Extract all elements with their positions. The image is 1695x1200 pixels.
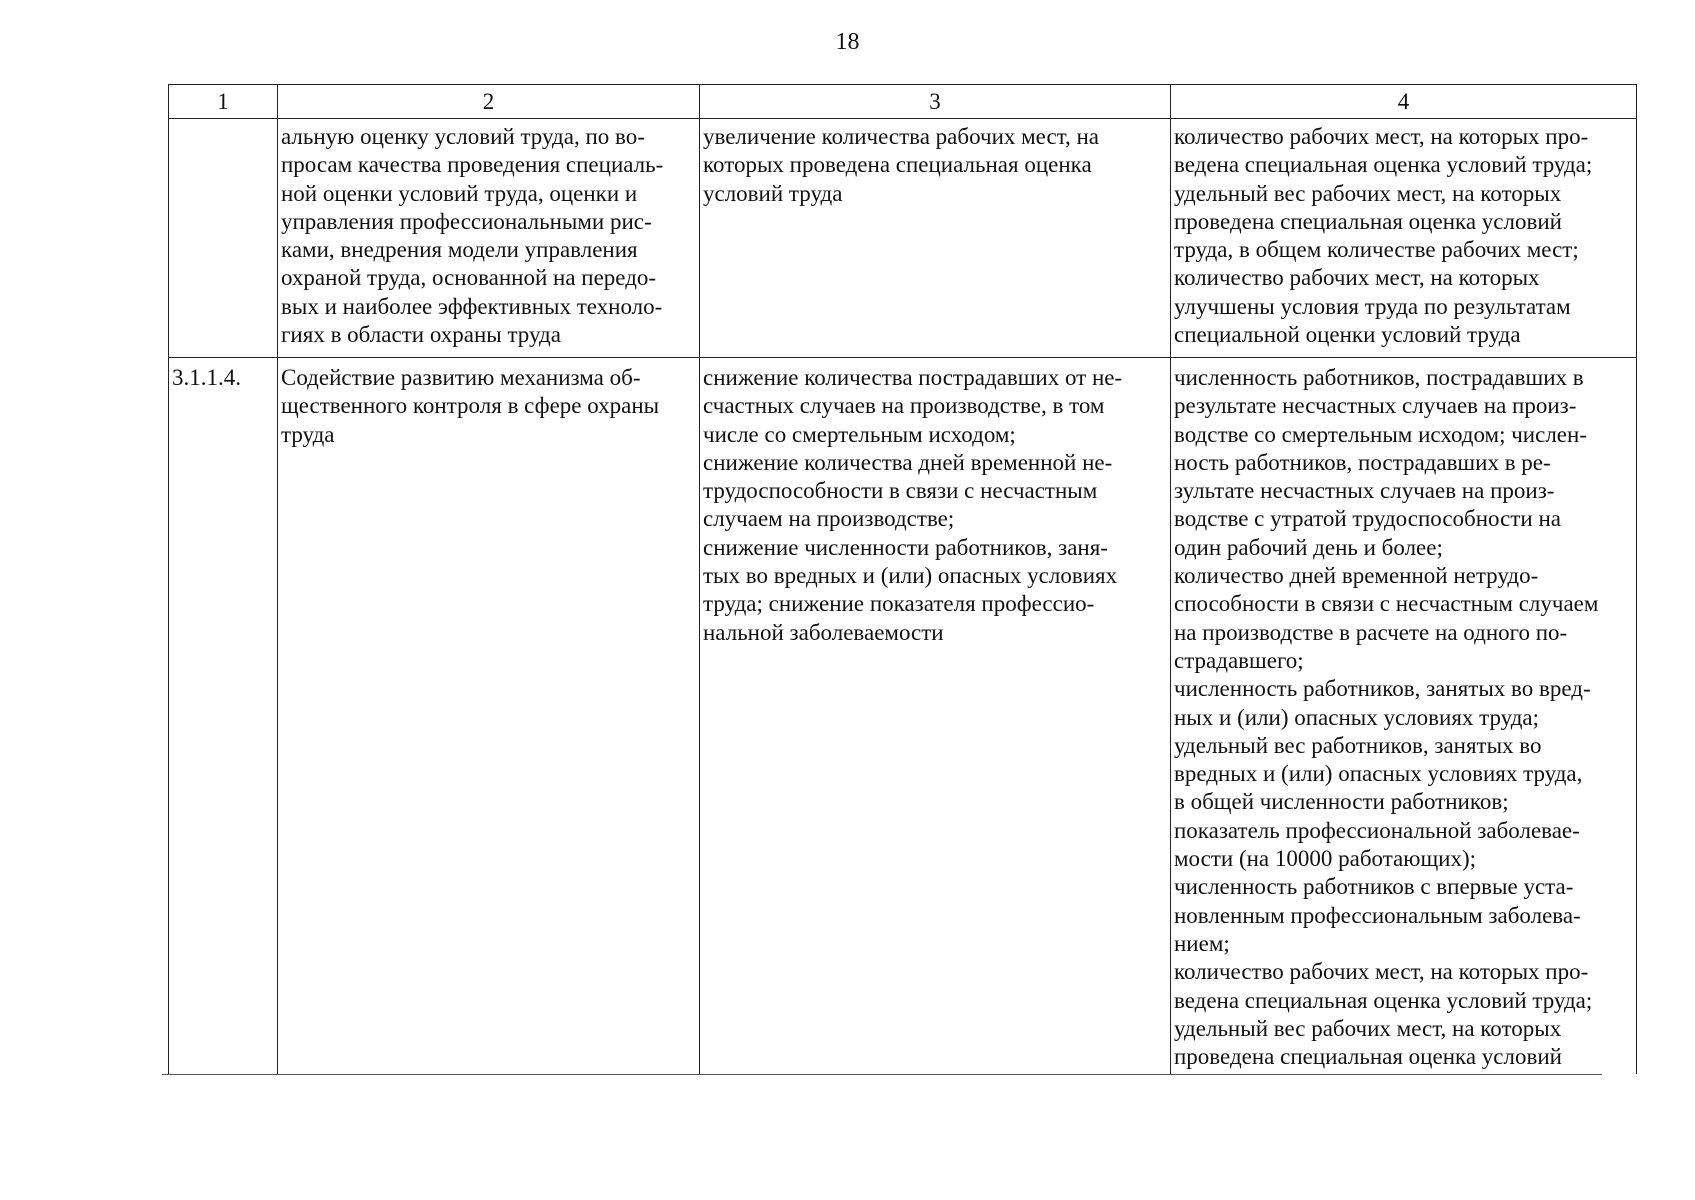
code-text: 3.1.1.4. [172,365,241,390]
cell-indicators [1171,358,1637,1075]
header-col-1: 1 [169,85,278,119]
header-col-4: 4 [1171,85,1637,119]
measures-table [168,84,1637,1074]
header-col-2: 2 [278,85,700,119]
header-row [169,85,1637,119]
table-row [169,119,1637,358]
indicators-text: численность работников, пострадавших в результате несчастных случаев на произ- водстве со смертельным исходом; числен- ность работников, пострадавших в ре- зультате несчастных случаев на произ- водстве с утратой трудоспособности на один рабочий день и более; количество дней временной нетрудо- способности в связи с несчастным случаем на производстве в расчете на одного по- страдавшего; численность работников, занятых во вред- ных и (или) опасных условиях труда; удельный вес работников, занятых во вредных и (или) опасных условиях труда, в общей численности работников; показатель профессиональной заболевае- мости (на 10000 работающих); численность работников с впервые уста- новленным профессиональным заболева- нием; количество рабочих мест, на которых про- ведена специальная оценка условий труда; удельный вес рабочих мест, на которых проведена специальная оценка условий [1174,365,1599,1070]
indicators-text: количество рабочих мест, на которых про- ведена специальная оценка условий труда; удельный вес рабочих мест, на которых проведена специальная оценка условий труда, в общем количестве рабочих мест; количество рабочих мест, на которых улучшены условия труда по результатам специальной оценки условий труда [1174,124,1593,348]
page-bottom-divider [162,1074,1602,1075]
table-header [169,85,1637,119]
cell-action [278,358,700,1075]
results-text: увеличение количества рабочих мест, на которых проведена специальная оценка условий труда [703,124,1100,206]
cell-code [169,119,278,358]
cell-results [700,119,1171,358]
action-text: альную оценку условий труда, по во- просам качества проведения специаль- ной оценки условий труда, оценки и управления профессиональными рис- ками, внедрения модели управления охраной труда, основанной на передо- вых и наиболее эффективных техноло- гиях в области охраны труда [281,124,664,348]
cell-results [700,358,1171,1075]
cell-indicators [1171,119,1637,358]
page-number: 18 [835,29,860,55]
table-row [169,358,1637,1075]
cell-code [169,358,278,1075]
cell-action [278,119,700,358]
action-text: Содействие развитию механизма об- щественного контроля в сфере охраны труда [281,365,660,447]
header-col-3: 3 [700,85,1171,119]
results-text: снижение количества пострадавших от не- счастных случаев на производстве, в том числе со смертельным исходом; снижение количества дней временной не- трудоспособности в связи с несчастным случаем на производстве; снижение численности работников, заня- тых во вредных и (или) опасных условиях труда; снижение показателя профессио- нальной заболеваемости [703,365,1123,645]
table-body [169,119,1637,1075]
